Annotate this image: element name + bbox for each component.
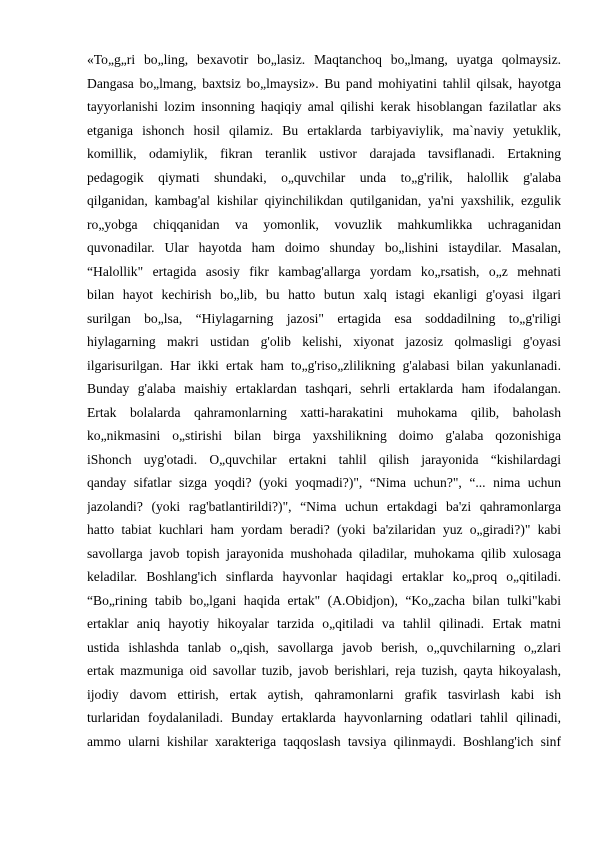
text-line: ko„nikmasini o„stirishi bilan birga yaxshilikning doimo g'alaba qozonishiga (87, 428, 561, 443)
text-line: tayyorlanishi lozim insonning haqiqiy amal qilishi kerak hisoblangan fazilatlar aks (87, 99, 561, 114)
text-line: “Bo„rining tabib bo„lgani haqida ertak" (A.Obidjon), “Ko„zacha bilan tulki"kabi (87, 592, 561, 608)
text-line: ammo ularni kishilar xarakteriga taqqoslash tavsiya qilinmaydi. Boshlang'ich sinf (87, 733, 561, 749)
text-line: ilgarisurilgan. Har ikki ertak ham to„g'riso„zlilikning g'alabasi bilan yakunlanadi. (87, 357, 561, 373)
text-line: pedagogik qiymati shundaki, o„quvchilar unda to„g'rilik, halollik g'alaba (87, 169, 561, 185)
text-line: qanday sifatlar sizga yoqdi? (yoki yoqmadi?)", “Nima uchun?", “... nima uchun (87, 475, 561, 490)
text-line: ijodiy davom ettirish, ertak aytish, qahramonlarni grafik tasvirlash kabi ish (87, 686, 561, 702)
text-line: Ertak bolalarda qahramonlarning xatti-harakatini muhokama qilib, baholash (87, 404, 561, 420)
text-line: Dangasa bo„lmang, baxtsiz bo„lmaysiz». Bu pand mohiyatini tahlil qilsak, hayotga (87, 75, 561, 91)
text-line: quvonadilar. Ular hayotda ham doimo shunday bo„lishini istaydilar. Masalan, (87, 240, 561, 255)
text-line: iShonch uyg'otadi. O„quvchilar ertakni tahlil qilish jarayonida “kishilardagi (87, 451, 561, 467)
text-line: turlaridan foydalaniladi. Bunday ertaklarda hayvonlarning odatlari tahlil qilinadi, (87, 710, 561, 725)
text-line: jazolandi? (yoki rag'batlantirildi?)", “Nima uchun ertakdagi ba'zi qahramonlarga (87, 498, 561, 514)
text-line: surilgan bo„lsa, “Hiylagarning jazosi" ertagida esa soddadilning to„g'riligi (87, 310, 561, 326)
text-line: qilganidan, kambag'al kishilar qiyinchilikdan qutilganidan, ya'ni yaxshilik, ezgulik (87, 193, 561, 208)
text-line: hiylagarning makri ustidan g'olib kelishi, xiyonat jazosiz qolmasligi g'oyasi (87, 334, 561, 349)
text-line: etganiga ishonch hosil qilamiz. Bu ertaklarda tarbiyaviylik, ma`naviy yetuklik, (87, 122, 561, 138)
text-line: savollarga javob topish jarayonida mushohada qiladilar, muhokama qilib xulosaga (87, 545, 561, 561)
text-line: ertak mazmuniga oid savollar tuzib, javob berishlari, reja tuzish, qayta hikoyalash, (87, 663, 561, 678)
body-text (87, 48, 561, 753)
text-line: “Halollik" ertagida asosiy fikr kambag'allarga yordam ko„rsatish, o„z mehnati (87, 263, 561, 279)
text-line: komillik, odamiylik, fikran teranlik ustivor darajada tavsiflanadi. Ertakning (87, 146, 561, 161)
text-line: keladilar. Boshlang'ich sinflarda hayvonlar haqidagi ertaklar ko„proq o„qitiladi. (87, 569, 561, 584)
text-line: «To„g„ri bo„ling, bexavotir bo„lasiz. Maqtanchoq bo„lmang, uyatga qolmaysiz. (87, 52, 561, 67)
text-line: hatto tabiat kuchlari ham yordam beradi? (yoki ba'zilaridan yuz o„giradi?)" kabi (87, 522, 561, 537)
text-line: ro„yobga chiqqanidan va yomonlik, vovuzlik mahkumlikka uchraganidan (87, 216, 561, 232)
text-line: bilan hayot kechirish bo„lib, bu hatto butun xalq istagi ekanligi g'oyasi ilgari (87, 287, 561, 302)
text-line: ertaklar aniq hayotiy hikoyalar tarzida o„qitiladi va tahlil qilinadi. Ertak matni (87, 616, 561, 631)
text-line: Bunday g'alaba maishiy ertaklardan tashqari, sehrli ertaklarda ham ifodalangan. (87, 381, 561, 396)
text-line: ustida ishlashda tanlab o„qish, savollarga javob berish, o„quvchilarning o„zlari (87, 639, 561, 655)
